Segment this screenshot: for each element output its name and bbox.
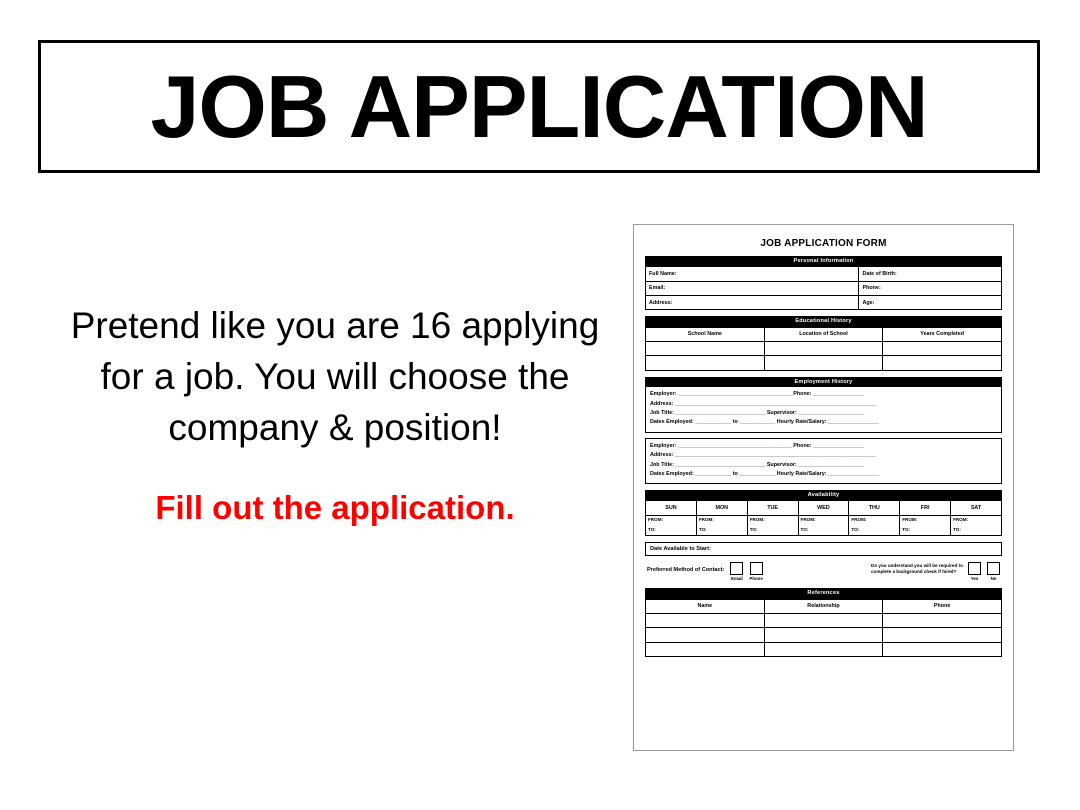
cell-blank xyxy=(646,356,765,370)
cell-to-thu: TO: xyxy=(849,526,900,536)
background-option-no xyxy=(987,562,1000,581)
field-phone: Phone: xyxy=(859,281,1002,295)
band-employment-history: Employment History xyxy=(645,377,1002,387)
cell-blank xyxy=(646,642,765,656)
cell-blank xyxy=(883,628,1002,642)
checkbox-yes xyxy=(968,562,981,575)
table-row xyxy=(646,613,1002,627)
job-title-row-1 xyxy=(650,409,997,418)
references-table xyxy=(645,599,1002,658)
slide-title-box xyxy=(38,40,1040,173)
header-reference-relationship: Relationship xyxy=(764,599,883,613)
checkbox-no xyxy=(987,562,1000,575)
cell-blank xyxy=(764,628,883,642)
dates-employed-line-1: Dates Employed: ____________ to ____________ xyxy=(650,419,776,426)
dates-row-2 xyxy=(650,470,997,479)
cell-to-sat: TO: xyxy=(951,526,1002,536)
job-title-line-1: Job Title: ______________________________ xyxy=(650,409,766,416)
dates-row-1 xyxy=(650,418,997,427)
preferred-contact-label: Preferred Method of Contact: xyxy=(647,567,725,574)
supervisor-line-2: Supervisor: ______________________ xyxy=(766,461,865,468)
address-row-2 xyxy=(650,451,997,460)
cell-blank xyxy=(764,642,883,656)
availability-from-row xyxy=(646,515,1002,525)
slide-body xyxy=(55,300,615,527)
section-educational-history xyxy=(645,316,1002,370)
cell-blank xyxy=(883,341,1002,355)
phone-line-1: Phone: _________________ xyxy=(793,391,865,398)
cell-to-fri: TO: xyxy=(900,526,951,536)
address-line-2: Address: ___________________________________________________________________ xyxy=(650,452,876,459)
contact-checkboxes xyxy=(730,562,762,581)
contact-option-phone xyxy=(749,562,762,581)
availability-to-row xyxy=(646,526,1002,536)
contact-option-email xyxy=(730,562,743,581)
educational-history-table xyxy=(645,327,1002,371)
background-check-question: Do you understand you will be required to complete a background check if hired? xyxy=(871,563,963,575)
table-row xyxy=(646,281,1002,295)
employment-entry-2 xyxy=(645,438,1002,485)
employer-phone-row-2 xyxy=(650,442,997,451)
supervisor-line-1: Supervisor: ______________________ xyxy=(766,409,865,416)
table-row xyxy=(646,356,1002,370)
date-available-to-start-field: Date Available to Start: xyxy=(645,542,1002,556)
cell-from-sat: FROM: xyxy=(951,515,1002,525)
cell-to-wed: TO: xyxy=(798,526,849,536)
table-row xyxy=(646,628,1002,642)
cell-blank xyxy=(883,613,1002,627)
job-application-form-image xyxy=(633,224,1014,751)
header-reference-name: Name xyxy=(646,599,765,613)
field-address: Address: xyxy=(646,295,859,309)
band-personal-information: Personal Information xyxy=(645,256,1002,266)
header-school-name: School Name xyxy=(646,327,765,341)
checkbox-email xyxy=(730,562,743,575)
header-day-sun: SUN xyxy=(646,501,697,515)
cell-to-mon: TO: xyxy=(696,526,747,536)
header-years-completed: Years Completed xyxy=(883,327,1002,341)
background-checkboxes xyxy=(968,562,1000,581)
hourly-rate-line-2: Hourly Rate/Salary: _________________ xyxy=(776,470,879,477)
form-title: JOB APPLICATION FORM xyxy=(760,238,887,249)
band-references: References xyxy=(645,588,1002,598)
personal-information-table xyxy=(645,266,1002,310)
table-header-row xyxy=(646,501,1002,515)
contact-and-background-row xyxy=(645,562,1002,581)
table-header-row xyxy=(646,327,1002,341)
job-title-row-2 xyxy=(650,461,997,470)
section-availability xyxy=(645,490,1002,536)
phone-line-2: Phone: _________________ xyxy=(793,443,865,449)
dates-employed-line-2: Dates Employed: ____________ to ____________ xyxy=(650,470,776,477)
section-references xyxy=(645,588,1002,657)
hourly-rate-line-1: Hourly Rate/Salary: _________________ xyxy=(776,419,879,426)
label-yes: Yes xyxy=(970,576,979,582)
field-age: Age: xyxy=(859,295,1002,309)
address-row-1 xyxy=(650,400,997,409)
field-full-name: Full Name: xyxy=(646,267,859,281)
header-day-mon: MON xyxy=(696,501,747,515)
page-title: JOB APPLICATION xyxy=(150,56,928,156)
section-personal-information xyxy=(645,256,1002,310)
employment-entry-1 xyxy=(645,387,1002,433)
cell-blank xyxy=(646,613,765,627)
availability-table xyxy=(645,500,1002,536)
cell-blank xyxy=(764,356,883,370)
band-availability: Availability xyxy=(645,490,1002,500)
label-phone: Phone xyxy=(749,576,763,582)
header-day-sat: SAT xyxy=(951,501,1002,515)
background-option-yes xyxy=(968,562,981,581)
table-row xyxy=(646,295,1002,309)
table-header-row xyxy=(646,599,1002,613)
background-check-group xyxy=(871,562,1000,581)
employer-line-2: Employer: ______________________________________ xyxy=(650,443,792,449)
employer-phone-row-1 xyxy=(650,390,997,399)
field-email: Email: xyxy=(646,281,859,295)
cell-from-thu: FROM: xyxy=(849,515,900,525)
cell-from-mon: FROM: xyxy=(696,515,747,525)
cell-to-sun: TO: xyxy=(646,526,697,536)
cell-blank xyxy=(883,356,1002,370)
cell-blank xyxy=(883,642,1002,656)
employer-line-1: Employer: ______________________________________ xyxy=(650,391,792,398)
cell-from-wed: FROM: xyxy=(798,515,849,525)
band-educational-history: Educational History xyxy=(645,316,1002,326)
instruction-text: Fill out the application. xyxy=(155,489,515,527)
header-reference-phone: Phone xyxy=(883,599,1002,613)
preferred-contact-group xyxy=(647,562,763,581)
cell-blank xyxy=(764,341,883,355)
header-day-wed: WED xyxy=(798,501,849,515)
cell-blank xyxy=(646,628,765,642)
cell-blank xyxy=(764,613,883,627)
table-row xyxy=(646,267,1002,281)
address-line-1: Address: ___________________________________________________________________ xyxy=(650,400,876,407)
header-day-thu: THU xyxy=(849,501,900,515)
prompt-text: Pretend like you are 16 applying for a job. You will choose the company & position! xyxy=(70,305,600,449)
header-day-tue: TUE xyxy=(747,501,798,515)
cell-to-tue: TO: xyxy=(747,526,798,536)
job-title-line-2: Job Title: ______________________________ xyxy=(650,461,766,468)
table-row xyxy=(646,642,1002,656)
checkbox-phone xyxy=(750,562,763,575)
table-row xyxy=(646,341,1002,355)
label-email: Email xyxy=(731,576,743,582)
cell-from-fri: FROM: xyxy=(900,515,951,525)
header-day-fri: FRI xyxy=(900,501,951,515)
field-date-of-birth: Date of Birth: xyxy=(859,267,1002,281)
cell-from-tue: FROM: xyxy=(747,515,798,525)
section-employment-history xyxy=(645,377,1002,485)
cell-from-sun: FROM: xyxy=(646,515,697,525)
label-no: No xyxy=(990,576,997,582)
cell-blank xyxy=(646,341,765,355)
header-location-of-school: Location of School xyxy=(764,327,883,341)
